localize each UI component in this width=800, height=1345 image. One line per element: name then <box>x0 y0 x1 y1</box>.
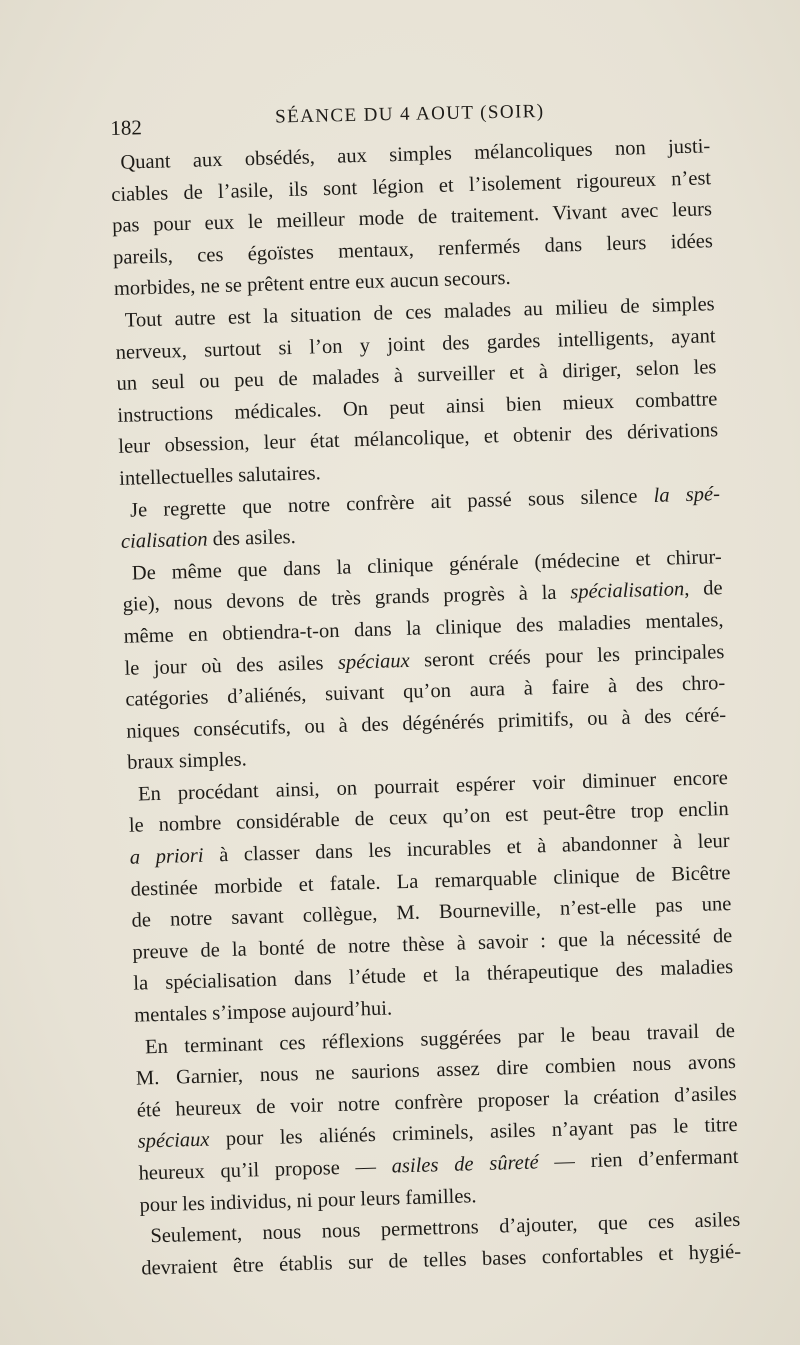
text-run: En terminant ces réflexions suggérées par le beau travail de <box>144 1019 736 1058</box>
text-run: catégories d’aliénés, suivant qu’on aura à faire à des chro- <box>125 672 726 711</box>
text-run: gie), nous devons de très grands progrès à la <box>122 581 571 617</box>
text-run: devraient être établis sur de telles bases confortables et hygié- <box>140 1240 742 1280</box>
text-run: Tout autre est la situation de ces malades au milieu de simples <box>124 293 715 332</box>
text-run: destinée morbide et fatale. La remarquable clinique de Bicêtre <box>130 861 731 901</box>
running-head: SÉANCE DU 4 AOUT (SOIR) <box>274 100 545 128</box>
text-run: Je regrette que notre confrère ait passé sous silence <box>129 484 654 522</box>
text-run: M. Garnier, nous ne saurions assez dire combien nous avons <box>135 1051 737 1090</box>
text-run: leur obsession, leur état mélancolique, et obtenir des dérivations <box>118 419 719 459</box>
text-run: de notre savant collègue, M. Bourneville, n’est-elle pas une <box>131 893 732 932</box>
text-run: mentales s’impose aujourd’hui. <box>133 997 393 1027</box>
italic-text-run: cialisation <box>120 528 208 553</box>
text-run: nerveux, surtout si l’on y joint des gardes intelligents, ayant <box>115 324 716 364</box>
text-run: intellectuelles salutaires. <box>118 462 321 490</box>
text-run: braux simples. <box>126 748 248 775</box>
text-run: En procédant ainsi, on pourrait espérer voir diminuer encore <box>137 766 729 806</box>
text-run: , de <box>683 577 723 601</box>
text-run: été heureux de voir notre confrère proposer la création d’asiles <box>136 1082 737 1122</box>
italic-text-run: a priori <box>129 844 204 869</box>
text-run: le jour où des asiles <box>124 651 339 680</box>
page-number: 182 <box>110 115 143 140</box>
text-run: morbides, ne se prêtent entre eux aucun secours. <box>113 267 511 301</box>
text-run: De même que dans la clinique générale (médecine et chirur- <box>131 545 722 585</box>
text-run: niques consécutifs, ou à des dégénérés primitifs, ou à des céré- <box>125 703 727 743</box>
italic-text-run: la spé- <box>653 482 721 507</box>
text-run: même en obtiendra-t-on dans la clinique des maladies mentales, <box>123 608 724 648</box>
italic-text-run: spéciaux <box>137 1129 210 1154</box>
italic-text-run: asiles de sûreté <box>391 1151 539 1178</box>
text-run: heureux qu’il propose — <box>138 1155 393 1185</box>
text-run: pour les aliénés criminels, asiles n’ayant pas le titre <box>209 1114 738 1152</box>
italic-text-run: spéciaux <box>337 649 410 674</box>
text-run: Seulement, nous nous permettrons d’ajouter, que ces asiles <box>150 1209 741 1248</box>
text-run: instructions médicales. On peut ainsi bien mieux combattre <box>117 387 718 427</box>
text-run: preuve de la bonté de notre thèse à savoir : que la nécessité de <box>132 924 733 964</box>
text-run: à classer dans les incurables et à abandonner à leur <box>203 830 730 867</box>
text-run: le nombre considérable de ceux qu’on est peut-être trop enclin <box>128 798 730 838</box>
text-run: pareils, ces égoïstes mentaux, renfermés dans leurs idées <box>112 229 714 269</box>
text-run: des asiles. <box>207 526 297 551</box>
text-run: un seul ou peu de malades à surveiller et à diriger, selon les <box>116 356 717 396</box>
text-run: ciables de l’asile, ils sont légion et l’isolement rigoureux n’est <box>110 166 712 206</box>
text-run: Quant aux obsédés, aux simples mélancoliques non justi- <box>120 135 711 174</box>
text-run: pour les individus, ni pour leurs familles. <box>139 1184 477 1217</box>
text-run: seront créés pour les principales <box>409 640 725 672</box>
text-run: la spécialisation dans l’étude et la thérapeutique des maladies <box>133 956 734 996</box>
body-text <box>110 131 742 1285</box>
text-run: pas pour eux le meilleur mode de traitement. Vivant avec leurs <box>111 198 713 238</box>
italic-text-run: spécialisation <box>570 578 685 604</box>
text-run: — rien d’enfermant <box>538 1145 739 1174</box>
